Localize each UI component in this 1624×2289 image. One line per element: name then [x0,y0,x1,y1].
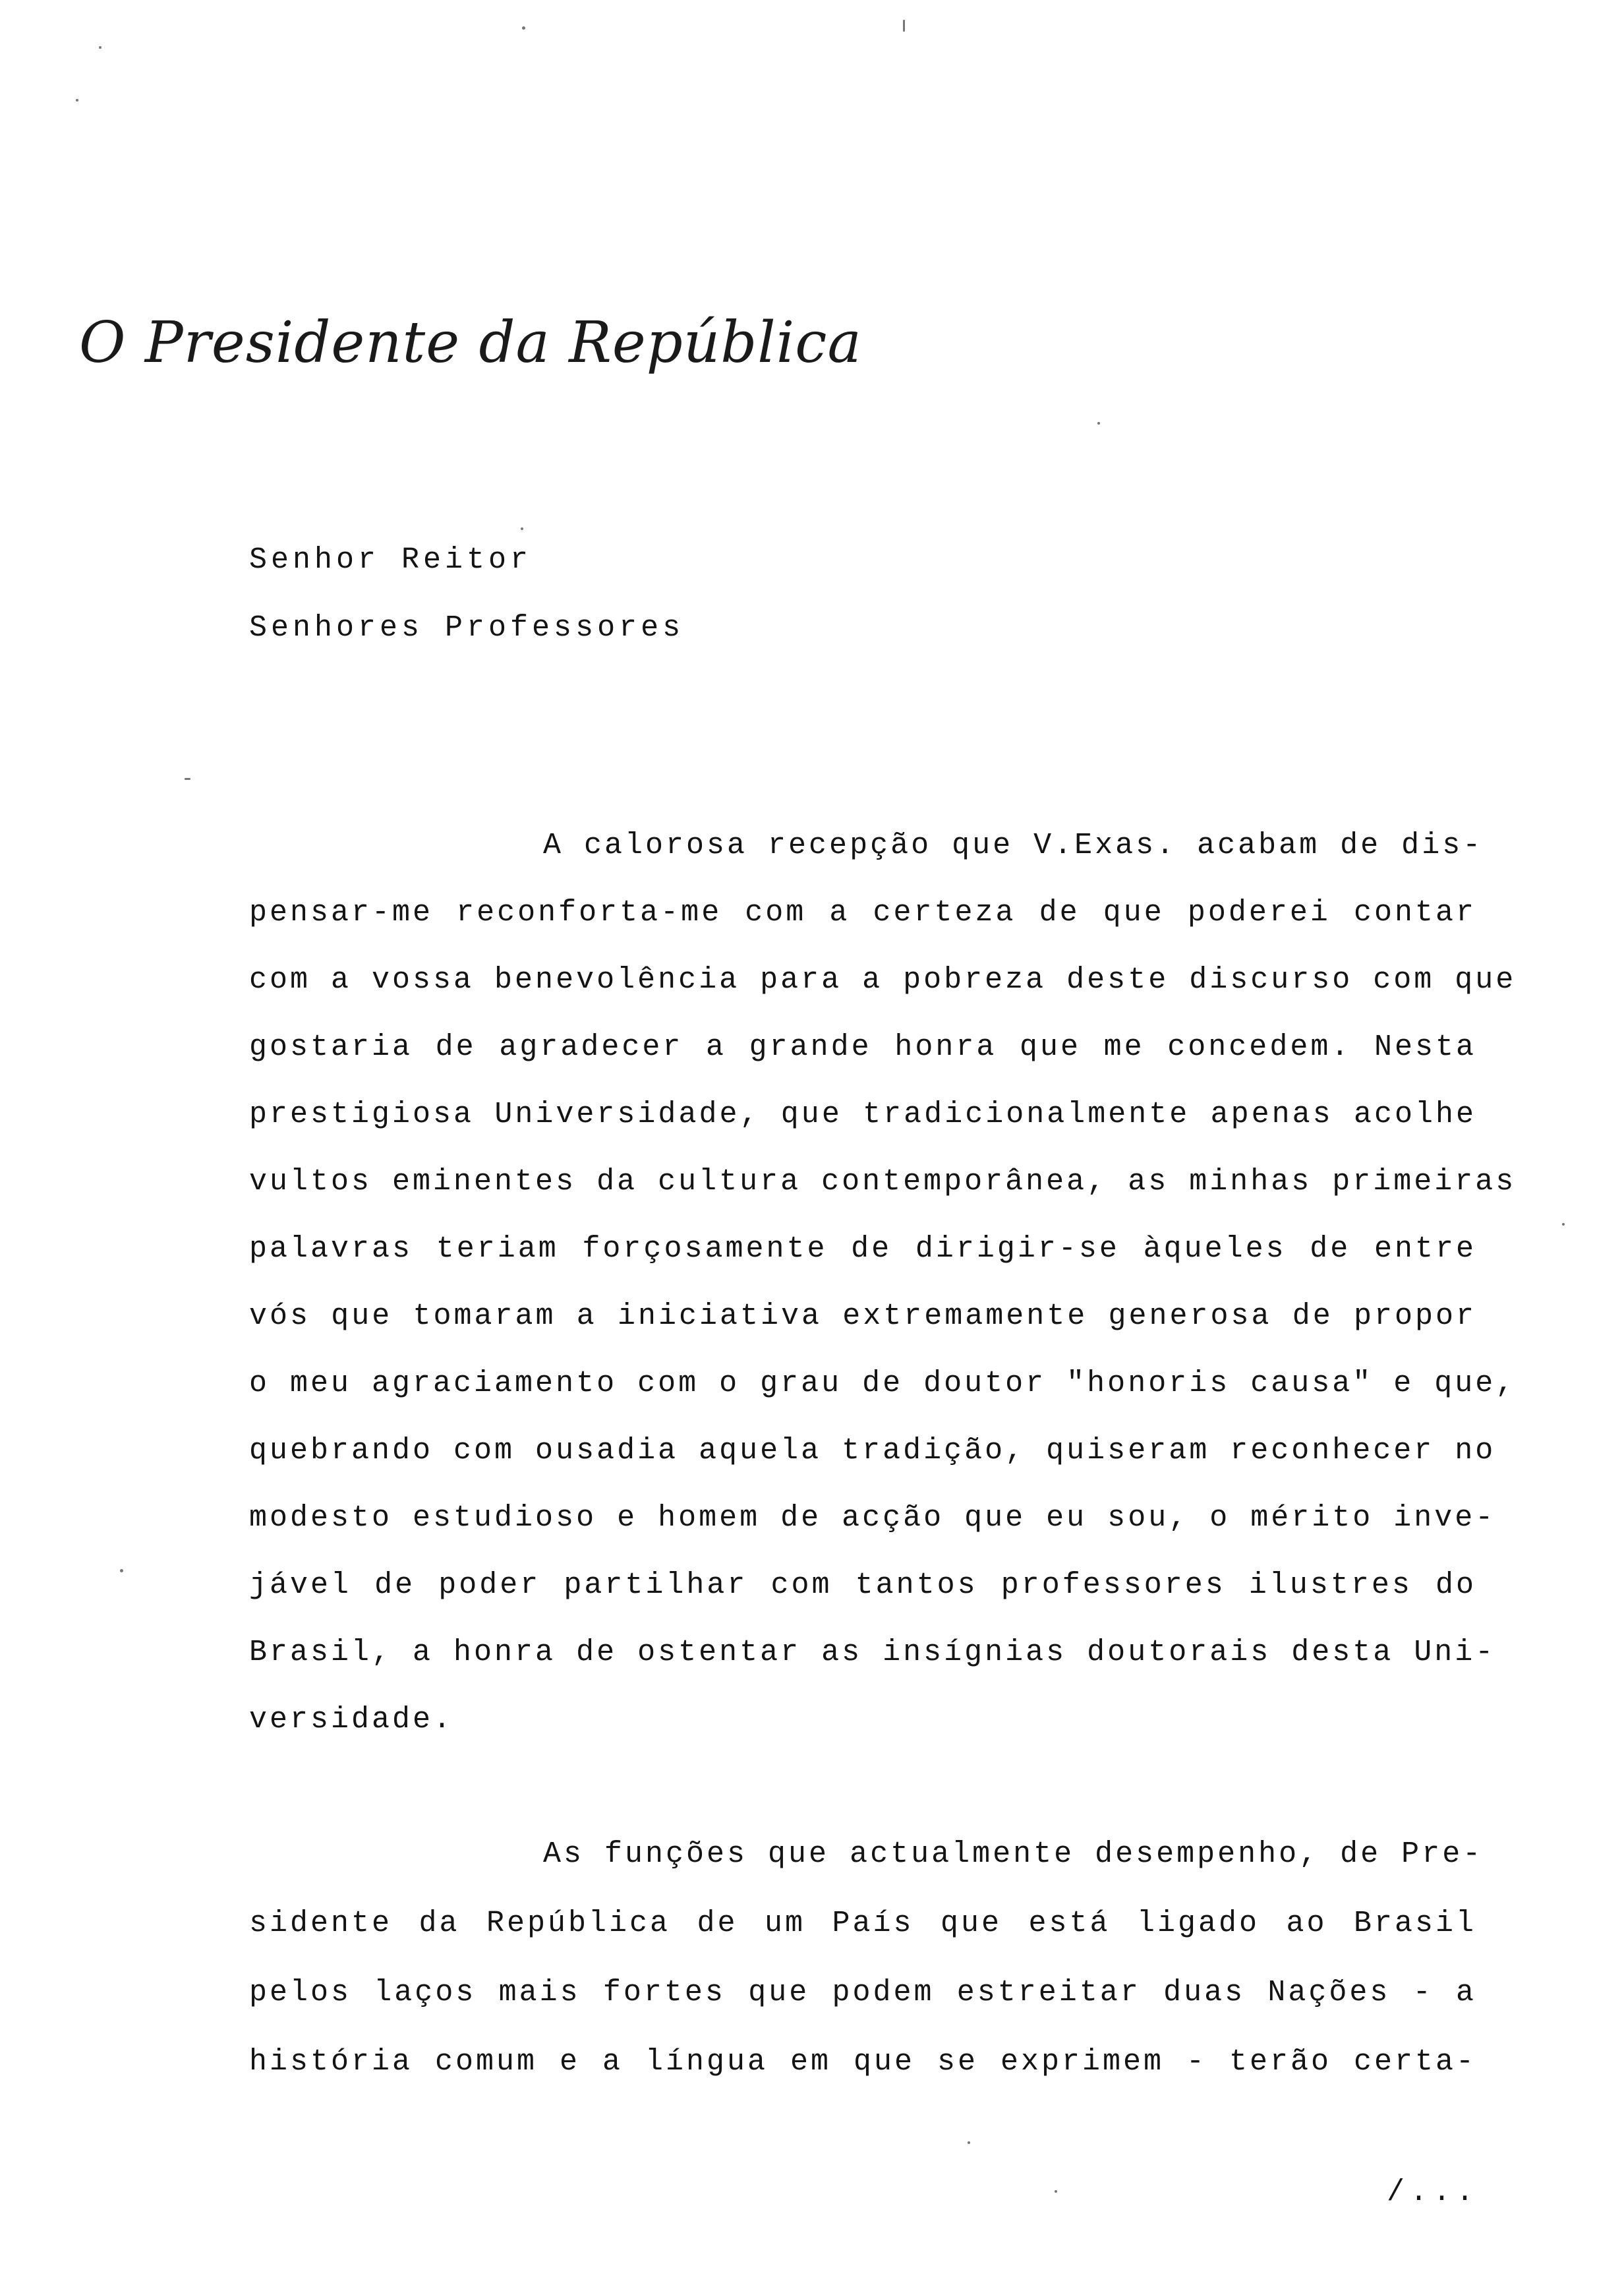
scan-speck [1562,1223,1565,1226]
scan-speck [185,778,190,780]
scan-speck [1097,422,1100,425]
paragraph-line: pensar-me reconforta-me com a certeza de que poderei contar [249,896,1476,930]
salutation-line: Senhores Professores [249,611,685,645]
paragraph-line: história comum e a língua em que se exprimem - terão certa- [249,2045,1476,2079]
scan-speck [521,527,523,530]
paragraph-line: vós que tomaram a iniciativa extremamente generosa de propor [249,1299,1476,1333]
scan-speck [1055,2190,1057,2193]
paragraph-line: palavras teriam forçosamente de dirigir-se àqueles de entre [249,1232,1476,1266]
paragraph-line: sidente da República de um País que está ligado ao Brasil [249,1907,1476,1940]
paragraph-line: As funções que actualmente desempenho, de Pre- [543,1837,1484,1871]
paragraph-line: pelos laços mais fortes que podem estreitar duas Nações - a [249,1976,1476,2009]
paragraph-line: Brasil, a honra de ostentar as insígnias doutorais desta Uni- [249,1636,1496,1669]
salutation [249,541,684,676]
paragraph-line: jável de poder partilhar com tantos professores ilustres do [249,1568,1476,1602]
paragraph-2 [249,1835,1484,2112]
paragraph-1 [249,826,1517,1768]
scan-speck [76,99,78,102]
paragraph-line: com a vossa benevolência para a pobreza deste discurso com que [249,963,1517,997]
paragraph-line: versidade. [249,1703,454,1737]
paragraph-line: o meu agraciamento com o grau de doutor "honoris causa" e que, [249,1367,1517,1400]
scan-speck [522,26,525,30]
paragraph-line: prestigiosa Universidade, que tradicionalmente apenas acolhe [249,1098,1476,1131]
paragraph-line: modesto estudioso e homem de acção que eu sou, o mérito inve- [249,1501,1496,1535]
salutation-line: Senhor Reitor [249,543,533,577]
scan-speck [903,20,905,32]
paragraph-line: gostaria de agradecer a grande honra que me concedem. Nesta [249,1030,1476,1064]
scan-speck [968,2141,970,2144]
paragraph-line: vultos eminentes da cultura contemporânea, as minhas primeiras [249,1165,1517,1199]
paragraph-line: quebrando com ousadia aquela tradição, quiseram reconhecer no [249,1434,1496,1468]
scan-speck [120,1569,123,1572]
continuation-mark: /... [1386,2176,1479,2209]
scan-speck [99,46,102,49]
letterhead-title: O Presidente da República [79,310,862,376]
paragraph-line: A calorosa recepção que V.Exas. acabam de dis- [543,829,1484,862]
